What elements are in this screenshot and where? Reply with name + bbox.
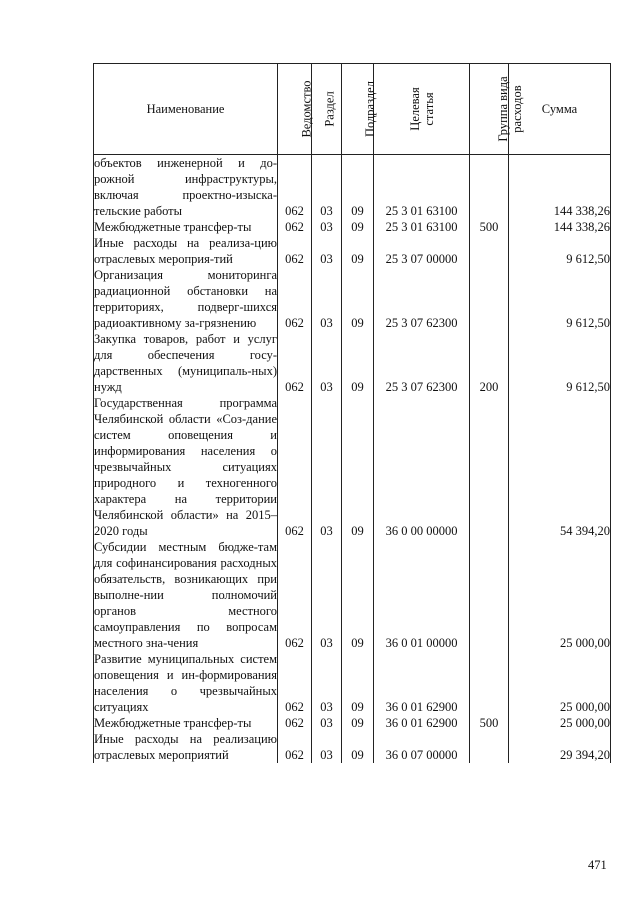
row-group-cell	[470, 235, 509, 267]
row-subsection-cell: 09	[342, 219, 374, 235]
row-section-cell: 03	[312, 331, 342, 395]
table-header-row	[94, 64, 611, 155]
row-sum-cell: 54 394,20	[509, 395, 611, 539]
row-subsection-cell: 09	[342, 235, 374, 267]
row-group-cell	[470, 395, 509, 539]
table-row	[94, 267, 611, 331]
row-sum-cell: 9 612,50	[509, 267, 611, 331]
row-target-cell: 36 0 07 00000	[374, 731, 470, 763]
row-sum-cell: 9 612,50	[509, 235, 611, 267]
row-sum-cell: 29 394,20	[509, 731, 611, 763]
header-dept: Ведомство	[278, 64, 312, 155]
header-sum: Сумма	[509, 64, 611, 155]
table-row	[94, 539, 611, 651]
row-section-cell: 03	[312, 235, 342, 267]
row-name-cell: Развитие муниципальных систем оповещения и ин-формирования населения о чрезвычайных ситуациях	[94, 652, 277, 714]
row-group-cell	[470, 651, 509, 715]
row-target-cell: 25 3 01 63100	[374, 219, 470, 235]
row-sum-cell: 144 338,26	[509, 219, 611, 235]
table-row	[94, 731, 611, 763]
row-section-cell: 03	[312, 651, 342, 715]
header-section: Раздел	[312, 64, 342, 155]
row-section-cell: 03	[312, 731, 342, 763]
row-subsection-cell: 09	[342, 331, 374, 395]
row-name-cell: Межбюджетные трансфер-ты	[94, 715, 278, 731]
table-row	[94, 235, 611, 267]
table-row	[94, 395, 611, 539]
row-target-cell: 25 3 01 63100	[374, 155, 470, 220]
row-dept-cell: 062	[278, 331, 312, 395]
row-dept-cell: 062	[278, 235, 312, 267]
row-target-cell: 25 3 07 00000	[374, 235, 470, 267]
page-number: 471	[588, 858, 607, 872]
row-dept-cell: 062	[278, 219, 312, 235]
row-target-cell: 36 0 00 00000	[374, 395, 470, 539]
row-group-cell	[470, 155, 509, 220]
row-name-cell: Организация мониторинга радиационной обстановки на территориях, подверг-шихся радиоактивному за-грязнению	[94, 268, 277, 330]
row-subsection-cell: 09	[342, 715, 374, 731]
table-row	[94, 331, 611, 395]
row-sum-cell: 144 338,26	[509, 155, 611, 220]
row-section-cell: 03	[312, 219, 342, 235]
header-name: Наименование	[94, 64, 278, 155]
row-group-cell	[470, 539, 509, 651]
row-dept-cell: 062	[278, 715, 312, 731]
row-section-cell: 03	[312, 395, 342, 539]
table-row	[94, 219, 611, 235]
row-sum-cell: 25 000,00	[509, 539, 611, 651]
row-target-cell: 25 3 07 62300	[374, 267, 470, 331]
row-name-cell: Государственная программа Челябинской области «Соз-дание систем оповещения и информирования населения о чрезвычайных ситуациях природного и техногенного характера на территории Челябинской области» на 2015–2020 годы	[94, 396, 277, 538]
row-section-cell: 03	[312, 267, 342, 331]
row-name-cell: Субсидии местным бюдже-там для софинансирования расходных обязательств, возникающих при выполне-нии полномочий органов местного самоуправления по вопросам местного зна-чения	[94, 540, 277, 650]
table-row	[94, 651, 611, 715]
table-row	[94, 715, 611, 731]
row-dept-cell: 062	[278, 267, 312, 331]
row-dept-cell: 062	[278, 731, 312, 763]
header-target: Целевая статья	[374, 64, 470, 155]
row-dept-cell: 062	[278, 155, 312, 220]
header-group: Группа вида расходов	[470, 64, 509, 155]
row-name-cell: Иные расходы на реализацию отраслевых мероприятий	[94, 732, 277, 762]
row-name-cell: объектов инженерной и до-рожной инфраструктуры, включая проектно-изыска-тельские работы	[94, 156, 277, 218]
row-name-cell: Закупка товаров, работ и услуг для обеспечения госу-дарственных (муниципаль-ных) нужд	[94, 332, 277, 394]
header-subsection: Подраздел	[342, 64, 374, 155]
row-section-cell: 03	[312, 155, 342, 220]
row-section-cell: 03	[312, 539, 342, 651]
row-group-cell: 200	[470, 331, 509, 395]
row-subsection-cell: 09	[342, 539, 374, 651]
row-target-cell: 25 3 07 62300	[374, 331, 470, 395]
row-subsection-cell: 09	[342, 731, 374, 763]
row-group-cell	[470, 267, 509, 331]
row-dept-cell: 062	[278, 651, 312, 715]
row-name-cell: Иные расходы на реализа-цию отраслевых мероприя-тий	[94, 236, 277, 266]
row-subsection-cell: 09	[342, 395, 374, 539]
row-name-cell: Межбюджетные трансфер-ты	[94, 219, 278, 235]
row-subsection-cell: 09	[342, 651, 374, 715]
table-row	[94, 155, 611, 220]
row-dept-cell: 062	[278, 539, 312, 651]
row-group-cell: 500	[470, 219, 509, 235]
row-subsection-cell: 09	[342, 267, 374, 331]
row-subsection-cell: 09	[342, 155, 374, 220]
row-group-cell: 500	[470, 715, 509, 731]
row-sum-cell: 25 000,00	[509, 651, 611, 715]
row-group-cell	[470, 731, 509, 763]
row-target-cell: 36 0 01 00000	[374, 539, 470, 651]
row-target-cell: 36 0 01 62900	[374, 651, 470, 715]
row-sum-cell: 25 000,00	[509, 715, 611, 731]
row-section-cell: 03	[312, 715, 342, 731]
budget-table	[93, 63, 611, 763]
row-sum-cell: 9 612,50	[509, 331, 611, 395]
row-dept-cell: 062	[278, 395, 312, 539]
row-target-cell: 36 0 01 62900	[374, 715, 470, 731]
